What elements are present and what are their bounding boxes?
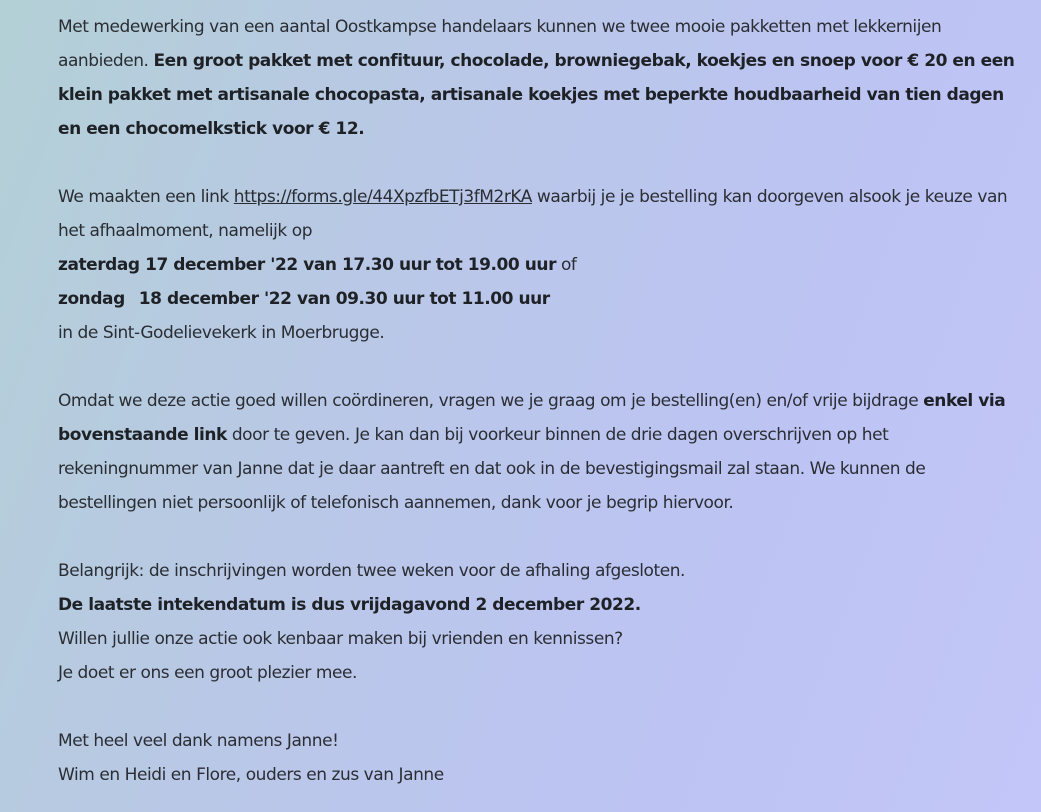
article-body xyxy=(58,10,1026,792)
deadline-line-4: Je doet er ons een groot plezier mee. xyxy=(58,663,357,683)
pickup-slot-saturday: zaterdag 17 december '22 van 17.30 uur tot 19.00 uur xyxy=(58,255,557,275)
pickup-slot-sunday-time: 18 december '22 van 09.30 uur tot 11.00 uur xyxy=(138,289,550,309)
closing-signature: Wim en Heidi en Flore, ouders en zus van Janne xyxy=(58,765,444,785)
order-paragraph xyxy=(58,180,1026,350)
order-form-link[interactable]: https://forms.gle/44XpzfbETj3fM2rKA xyxy=(233,187,532,207)
pickup-slot-or: of xyxy=(556,255,577,275)
pickup-location: in de Sint-Godelievekerk in Moerbrugge. xyxy=(58,323,385,343)
pickup-slot-sunday-day: zondag xyxy=(58,289,125,309)
coordination-paragraph xyxy=(58,384,1026,520)
coordination-text-after: door te geven. Je kan dan bij voorkeur binnen de drie dagen overschrijven op het rekeningnummer van Janne dat je daar aantreft en dat ook in de bevestigingsmail zal staan. We kunnen de bestellingen niet persoonlijk of telefonisch aannemen, dank voor je begrip hiervoor. xyxy=(58,425,926,513)
deadline-line-2: De laatste intekendatum is dus vrijdagavond 2 december 2022. xyxy=(58,595,641,615)
coordination-text-before: Omdat we deze actie goed willen coördineren, vragen we je graag om je bestelling(en) en/of vrije bijdrage xyxy=(58,391,924,411)
coordination-bold: enkel via bovenstaande link xyxy=(58,391,1006,445)
deadline-paragraph xyxy=(58,554,1026,690)
intro-text: Met medewerking van een aantal Oostkampse handelaars kunnen we twee mooie pakketten met lekkernijen aanbieden. xyxy=(58,17,942,71)
intro-paragraph xyxy=(58,10,1026,146)
order-text-before: We maakten een link xyxy=(58,187,234,207)
closing-paragraph xyxy=(58,724,1026,792)
deadline-line-3: Willen jullie onze actie ook kenbaar maken bij vrienden en kennissen? xyxy=(58,629,623,649)
pickup-slot-sunday xyxy=(58,289,550,309)
intro-packages-bold: Een groot pakket met confituur, chocolade, browniegebak, koekjes en snoep voor € 20 en een klein pakket met artisanale chocopasta, artisanale koekjes met beperkte houdbaarheid van tien dagen en een chocomelkstick voor € 12. xyxy=(58,51,1015,139)
order-text-after: waarbij je je bestelling kan doorgeven alsook je keuze van het afhaalmoment, namelijk op xyxy=(58,187,1008,241)
deadline-line-1: Belangrijk: de inschrijvingen worden twee weken voor de afhaling afgesloten. xyxy=(58,561,685,581)
closing-line-1: Met heel veel dank namens Janne! xyxy=(58,731,339,751)
